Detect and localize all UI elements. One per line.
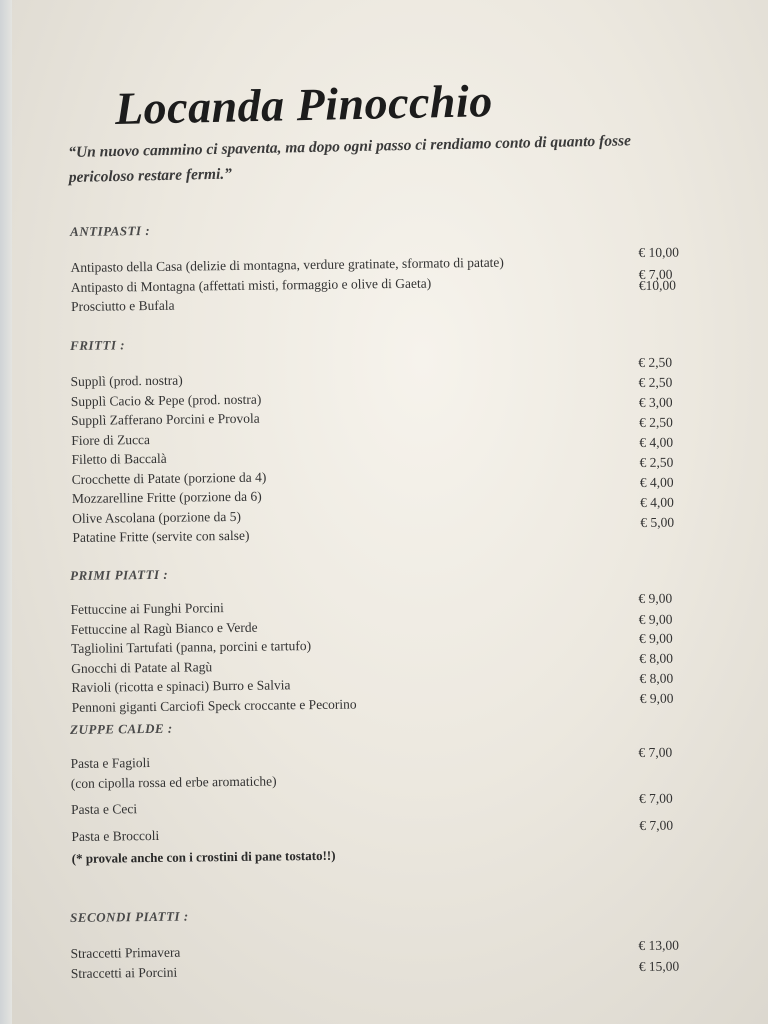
item-price: € 4,00 (639, 434, 674, 451)
item-price: € 9,00 (638, 630, 673, 647)
section-zuppe (68, 712, 730, 869)
item-price: € 13,00 (638, 937, 680, 954)
item-price: € 9,00 (638, 611, 673, 627)
restaurant-title: Locanda Pinocchio (114, 75, 494, 134)
item-name: Pennoni giganti Carciofi Speck croccante e Pecorino (71, 695, 357, 715)
item-name: Fettuccine ai Funghi Porcini (70, 600, 224, 617)
page-edge (0, 0, 12, 1024)
item-price: € 7,00 (638, 744, 673, 761)
item-name: Pasta e Ceci (70, 800, 138, 817)
section-heading: ZUPPE CALDE : (70, 720, 173, 737)
item-price: €10,00 (638, 277, 677, 294)
item-name: Supplì (prod. nostra) (70, 372, 183, 389)
item-price: € 9,00 (639, 690, 674, 706)
item-name: Mozzarelline Fritte (porzione da 6) (71, 488, 262, 506)
section-heading: PRIMI PIATTI : (70, 566, 169, 583)
item-name: Antipasto di Montagna (affettati misti, formaggio e olive di Gaeta) (70, 275, 432, 295)
section-primi (68, 558, 730, 717)
item-name: Straccetti ai Porcini (70, 964, 178, 981)
item-price: € 9,00 (638, 590, 673, 607)
item-price: € 2,50 (639, 454, 674, 470)
zuppe-note: (* provale anche con i crostini di pane tostato!!) (71, 847, 336, 866)
item-name: Filetto di Baccalà (71, 450, 167, 467)
item-name: Patatine Fritte (servite con salse) (72, 527, 250, 545)
item-price: € 7,00 (638, 790, 673, 806)
item-price: € 2,50 (639, 414, 673, 430)
item-price: € 7,00 (638, 266, 673, 282)
item-name: Antipasto della Casa (delizie di montagna, verdure gratinate, sformato di patate) (70, 254, 504, 275)
item-name: Supplì Zafferano Porcini e Provola (70, 410, 260, 428)
item-name: Gnocchi di Patate al Ragù (71, 658, 213, 676)
item-price: € 2,50 (638, 354, 673, 371)
section-fritti (68, 328, 731, 548)
section-antipasti (68, 214, 729, 317)
item-name: Fiore di Zucca (71, 431, 151, 448)
item-price: € 4,00 (639, 474, 674, 491)
item-name: Pasta e Fagioli (70, 755, 151, 771)
item-name: Ravioli (ricotta e spinaci) Burro e Salvia (71, 677, 291, 695)
section-secondi (68, 900, 729, 983)
item-name: Pasta e Broccoli (71, 827, 160, 844)
item-name: Olive Ascolana (porzione da 5) (72, 508, 242, 526)
item-price: € 2,50 (638, 374, 673, 390)
item-name: Tagliolini Tartufati (panna, porcini e tartufo) (70, 638, 312, 656)
item-name: Prosciutto e Bufala (70, 297, 175, 314)
item-name: Supplì Cacio & Pepe (prod. nostra) (70, 391, 262, 409)
section-heading: SECONDI PIATTI : (70, 908, 189, 925)
item-name: Straccetti Primavera (70, 944, 181, 961)
menu-quote: “Un nuovo cammino ci spaventa, ma dopo ogni passo ci rendiamo conto di quanto fosse pericoloso restare fermi.” (68, 132, 632, 186)
item-price: € 7,00 (639, 817, 674, 834)
item-price: € 5,00 (640, 514, 675, 531)
item-price: € 4,00 (639, 494, 674, 510)
section-heading: ANTIPASTI : (70, 222, 151, 239)
menu-item (69, 791, 729, 819)
item-name: Fettuccine al Ragù Bianco e Verde (70, 619, 258, 637)
item-name: Crocchette di Patate (porzione da 4) (71, 469, 267, 487)
item-description: (con cipolla rossa ed erbe aromatiche) (70, 772, 277, 791)
item-price: € 8,00 (639, 670, 674, 687)
item-price: € 15,00 (638, 958, 680, 974)
item-price: € 8,00 (639, 650, 674, 666)
section-heading: FRITTI : (70, 337, 126, 353)
item-price: € 10,00 (638, 244, 680, 261)
item-price: € 3,00 (638, 394, 673, 411)
